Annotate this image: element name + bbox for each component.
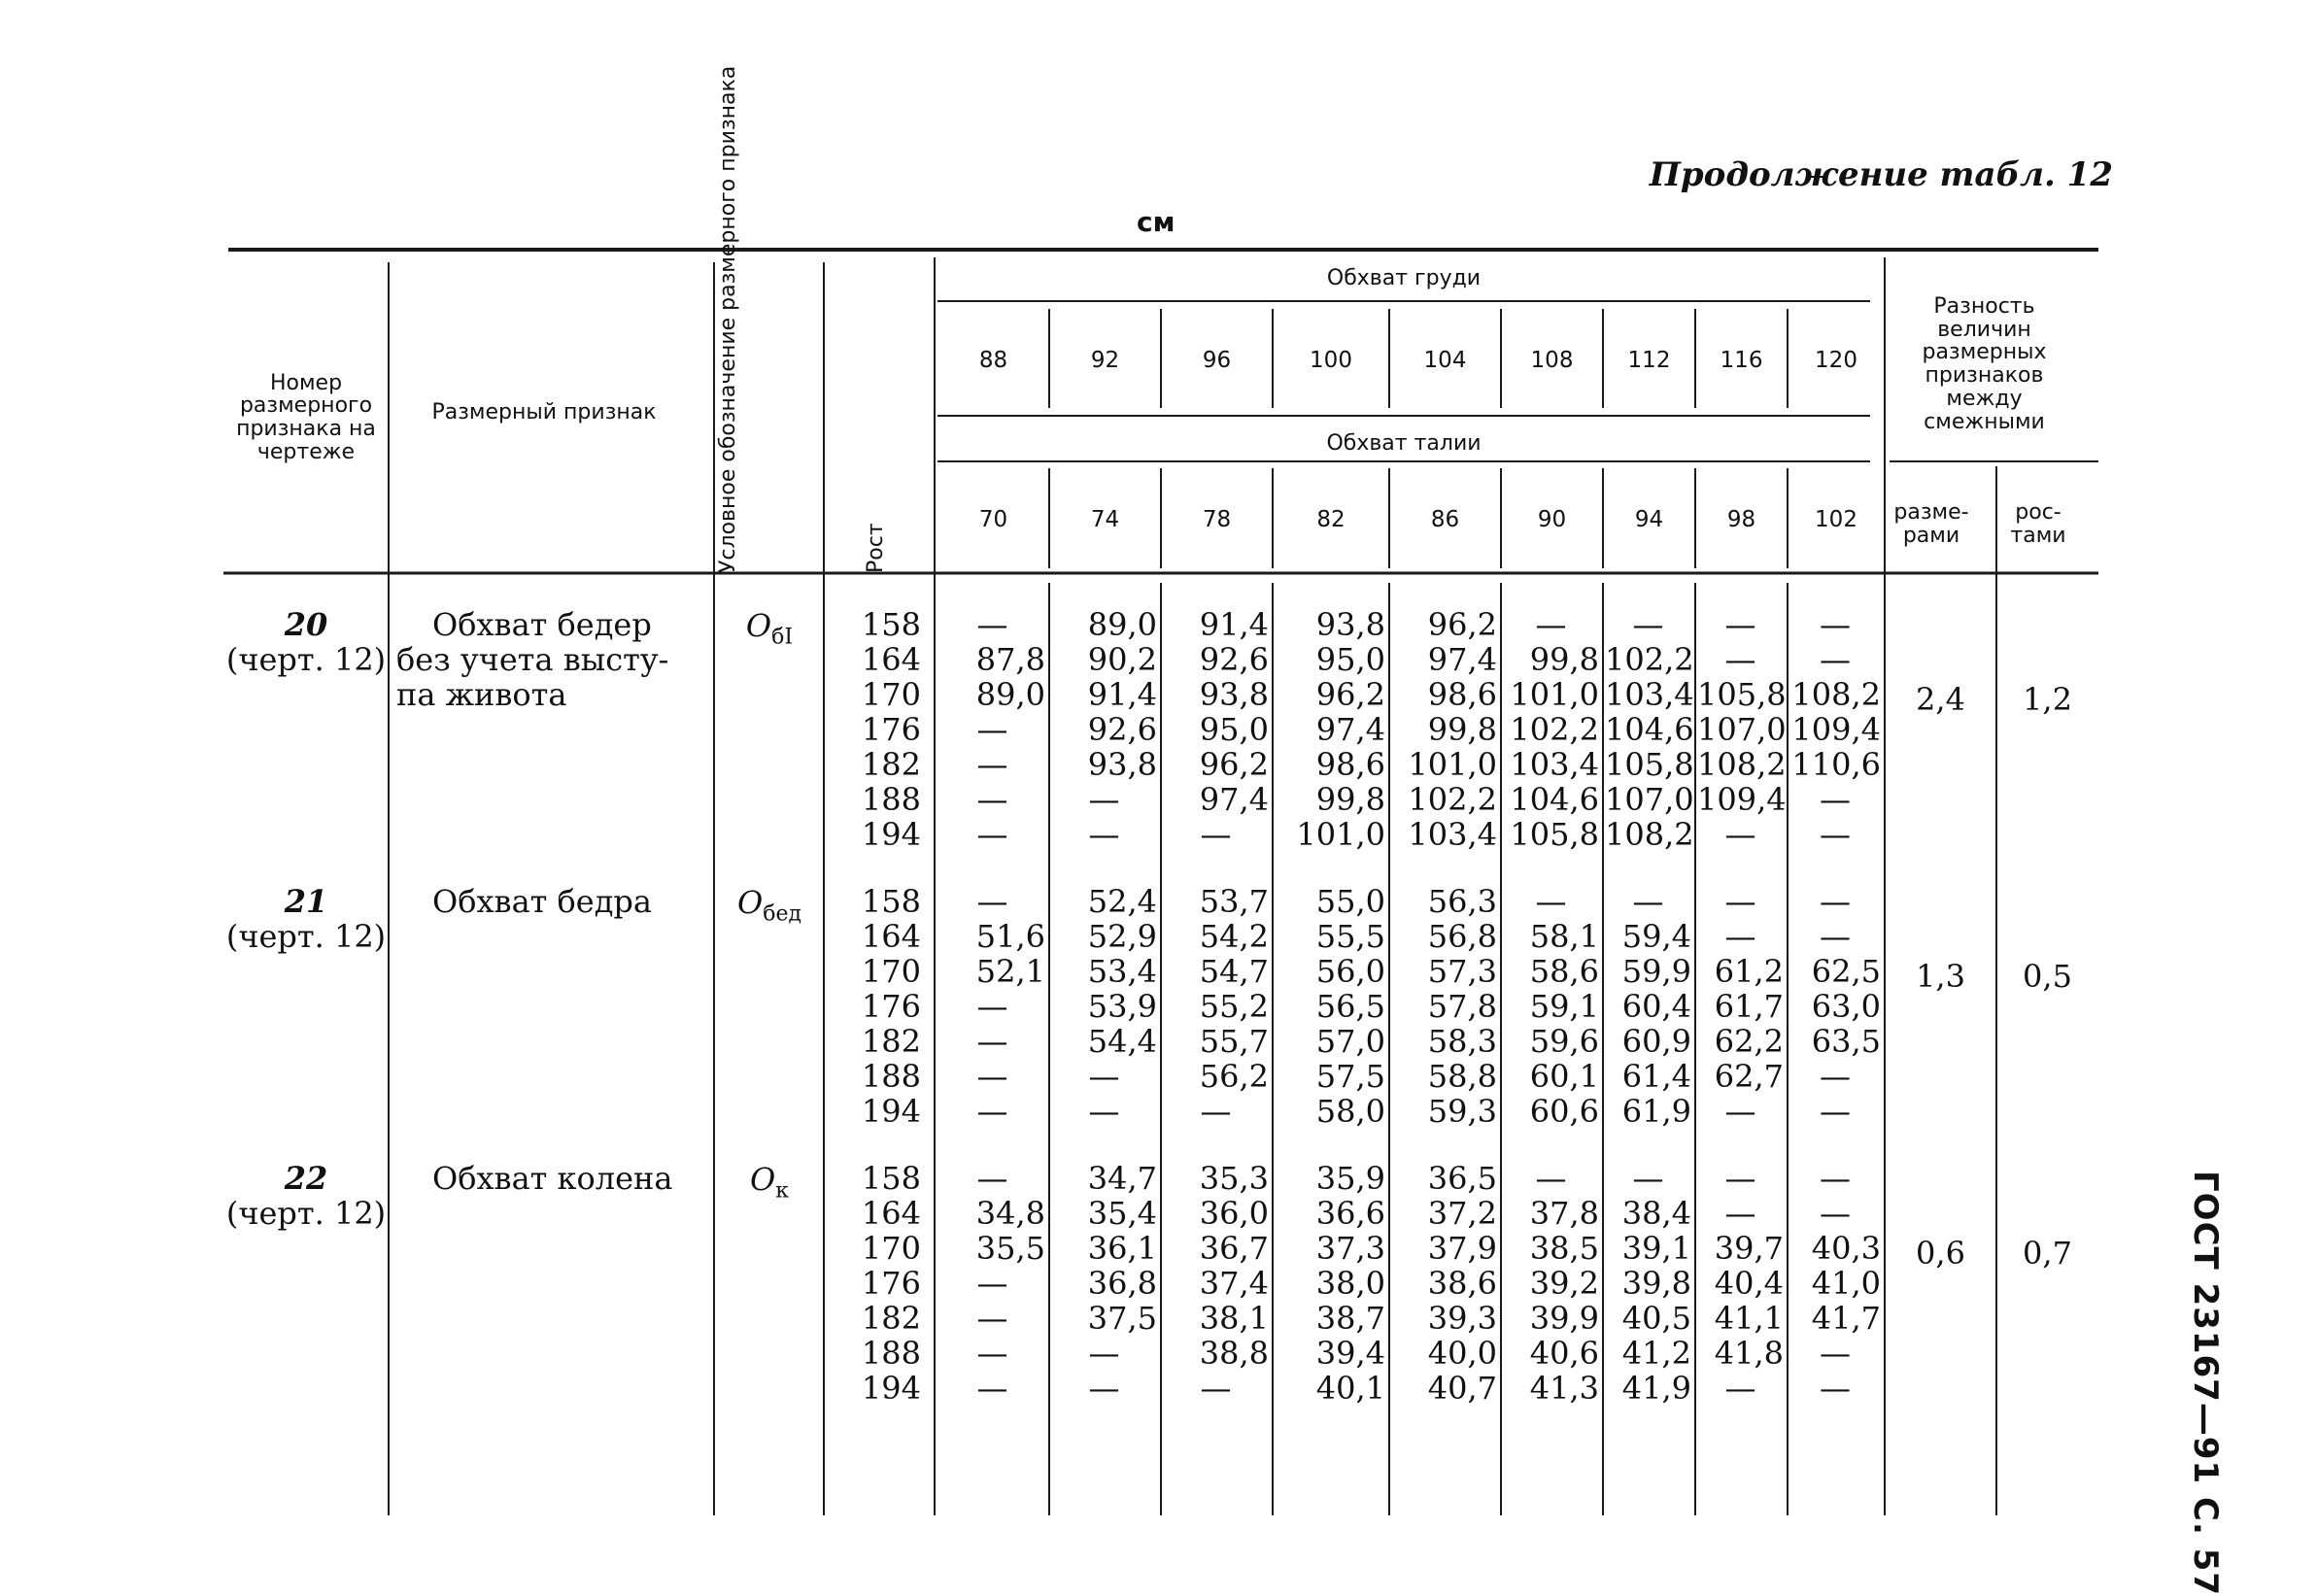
- measure-value: 53,4: [1087, 953, 1157, 990]
- height-value: 188: [861, 1335, 921, 1372]
- measure-value: —: [1632, 1160, 1664, 1197]
- measure-value: 63,0: [1811, 988, 1881, 1025]
- chest-size-7: 116: [1720, 348, 1763, 373]
- measure-value: 107,0: [1605, 781, 1694, 818]
- measure-value: 62,5: [1811, 953, 1881, 990]
- sign-name-line: Обхват бедра: [432, 883, 652, 920]
- measure-value: —: [1535, 1160, 1567, 1197]
- measure-value: —: [976, 746, 1008, 783]
- measure-value: 63,5: [1811, 1023, 1881, 1060]
- height-value: 182: [861, 1300, 921, 1337]
- measure-value: 54,7: [1199, 953, 1269, 990]
- measure-value: —: [1724, 1160, 1756, 1197]
- measure-value: 108,2: [1605, 816, 1694, 853]
- measure-value: 96,2: [1427, 606, 1497, 643]
- measure-value: 39,4: [1315, 1335, 1385, 1372]
- measure-value: 40,0: [1427, 1335, 1497, 1372]
- measure-value: 102,2: [1510, 711, 1599, 748]
- row-number-value: 20: [284, 606, 328, 643]
- symbol-subscript: бI: [771, 625, 794, 650]
- measure-value: 101,0: [1296, 816, 1385, 853]
- measure-value: 96,2: [1199, 746, 1269, 783]
- measure-value: 108,2: [1791, 676, 1881, 713]
- measure-value: 41,0: [1811, 1265, 1881, 1302]
- gost-stamp: ГОСТ 23167—91 С. 57: [2186, 1171, 2225, 1596]
- header-symbol: Условное обозначение размерного признака: [716, 65, 740, 573]
- drawing-reference: (черт. 12): [225, 918, 387, 955]
- measure-value: —: [976, 711, 1008, 748]
- measure-value: 35,9: [1315, 1160, 1385, 1197]
- measure-value: 39,2: [1529, 1265, 1599, 1302]
- height-value: 182: [861, 746, 921, 783]
- measure-value: 60,6: [1529, 1093, 1599, 1130]
- measure-value: 105,8: [1605, 746, 1694, 783]
- measure-value: 36,5: [1427, 1160, 1497, 1197]
- measure-value: 38,7: [1315, 1300, 1385, 1337]
- measure-value: 57,3: [1427, 953, 1497, 990]
- measure-value: 60,9: [1621, 1023, 1691, 1060]
- sign-name-line: Обхват бедер: [432, 606, 652, 643]
- symbol-subscript: бед: [763, 901, 802, 927]
- measure-value: 107,0: [1697, 711, 1787, 748]
- measure-value: 61,4: [1621, 1058, 1691, 1095]
- measure-value: 52,9: [1087, 918, 1157, 955]
- measure-value: 59,4: [1621, 918, 1691, 955]
- measure-value: 89,0: [1087, 606, 1157, 643]
- sign-name-line: Обхват колена: [432, 1160, 673, 1197]
- diff-heights-value: 0,7: [2023, 1235, 2072, 1272]
- measure-value: 37,2: [1427, 1195, 1497, 1232]
- waist-size-8: 102: [1815, 507, 1857, 532]
- measure-value: 37,4: [1199, 1265, 1269, 1302]
- measure-value: 40,6: [1529, 1335, 1599, 1372]
- measure-value: 34,7: [1087, 1160, 1157, 1197]
- header-height: Рост: [864, 523, 888, 573]
- measure-value: 60,1: [1529, 1058, 1599, 1095]
- height-value: 176: [861, 711, 921, 748]
- measure-value: 93,8: [1199, 676, 1269, 713]
- measure-value: 98,6: [1315, 746, 1385, 783]
- measure-value: —: [976, 1093, 1008, 1130]
- waist-size-6: 94: [1634, 507, 1664, 532]
- measure-value: 108,2: [1697, 746, 1787, 783]
- waist-size-0: 70: [978, 507, 1008, 532]
- sign-symbol: [717, 1161, 822, 1203]
- height-value: 158: [861, 883, 921, 920]
- measure-value: —: [1088, 816, 1120, 853]
- measure-value: 38,5: [1529, 1230, 1599, 1267]
- waist-size-1: 74: [1090, 507, 1120, 532]
- measure-value: —: [1088, 1093, 1120, 1130]
- chest-size-6: 112: [1627, 348, 1671, 373]
- measure-value: —: [1632, 883, 1664, 920]
- measure-value: —: [976, 781, 1008, 818]
- measure-value: 103,4: [1510, 746, 1599, 783]
- measure-value: 102,2: [1605, 641, 1694, 678]
- measure-value: —: [1820, 641, 1851, 678]
- measure-value: —: [1535, 883, 1567, 920]
- measure-value: 99,8: [1315, 781, 1385, 818]
- chest-size-3: 100: [1310, 348, 1352, 373]
- measure-value: 52,1: [975, 953, 1045, 990]
- measure-value: 109,4: [1791, 711, 1881, 748]
- measure-value: —: [1535, 606, 1567, 643]
- measure-value: —: [1820, 883, 1851, 920]
- measure-value: 60,4: [1621, 988, 1691, 1025]
- measure-value: —: [1724, 1195, 1756, 1232]
- diff-sizes-value: 1,3: [1916, 958, 1965, 995]
- measure-value: 92,6: [1087, 711, 1157, 748]
- measure-value: —: [976, 1370, 1008, 1407]
- measure-value: 110,6: [1791, 746, 1881, 783]
- measure-value: —: [1820, 1335, 1851, 1372]
- measure-value: —: [976, 1160, 1008, 1197]
- row-number-value: 21: [284, 883, 328, 920]
- diff-heights-value: 1,2: [2023, 681, 2072, 718]
- measure-value: 37,9: [1427, 1230, 1497, 1267]
- height-value: 176: [861, 988, 921, 1025]
- sign-symbol: [717, 884, 822, 926]
- height-value: 164: [861, 641, 921, 678]
- measure-value: 59,6: [1529, 1023, 1599, 1060]
- waist-size-3: 82: [1316, 507, 1346, 532]
- measure-value: 54,2: [1199, 918, 1269, 955]
- measure-value: —: [976, 1265, 1008, 1302]
- measure-value: 58,0: [1315, 1093, 1385, 1130]
- waist-size-4: 86: [1430, 507, 1460, 532]
- height-value: 164: [861, 918, 921, 955]
- measure-value: —: [1088, 1058, 1120, 1095]
- measure-value: 37,5: [1087, 1300, 1157, 1337]
- measure-value: —: [976, 988, 1008, 1025]
- header-chest-title: Обхват груди: [1326, 266, 1482, 291]
- height-value: 194: [861, 1370, 921, 1407]
- measure-value: 39,9: [1529, 1300, 1599, 1337]
- measure-value: 57,5: [1315, 1058, 1385, 1095]
- row-number: [223, 884, 389, 954]
- measure-value: —: [976, 1300, 1008, 1337]
- header-diff-heights: рос-тами: [2010, 500, 2066, 548]
- chest-size-4: 104: [1423, 348, 1467, 373]
- measure-value: —: [976, 606, 1008, 643]
- measure-value: 36,8: [1087, 1265, 1157, 1302]
- header-diff-sizes: разме-рами: [1893, 500, 1969, 548]
- waist-size-7: 98: [1726, 507, 1756, 532]
- measure-value: 61,2: [1714, 953, 1784, 990]
- measure-value: 56,5: [1315, 988, 1385, 1025]
- height-value: 176: [861, 1265, 921, 1302]
- measure-value: —: [976, 816, 1008, 853]
- measure-value: 105,8: [1697, 676, 1787, 713]
- measure-value: 53,9: [1087, 988, 1157, 1025]
- measure-value: —: [1820, 1093, 1851, 1130]
- measure-value: 61,7: [1714, 988, 1784, 1025]
- measure-value: —: [1724, 883, 1756, 920]
- measure-value: —: [1724, 816, 1756, 853]
- measure-value: 40,3: [1811, 1230, 1881, 1267]
- measure-value: 35,3: [1199, 1160, 1269, 1197]
- measure-value: 104,6: [1605, 711, 1694, 748]
- drawing-reference: (черт. 12): [225, 1195, 387, 1232]
- waist-size-5: 90: [1537, 507, 1567, 532]
- measure-value: 59,9: [1621, 953, 1691, 990]
- measure-value: 39,8: [1621, 1265, 1691, 1302]
- measure-value: 41,7: [1811, 1300, 1881, 1337]
- sign-symbol: [717, 607, 822, 649]
- measure-value: 36,7: [1199, 1230, 1269, 1267]
- measure-value: —: [1820, 781, 1851, 818]
- measure-value: 36,1: [1087, 1230, 1157, 1267]
- measure-value: 95,0: [1199, 711, 1269, 748]
- measure-value: —: [1820, 918, 1851, 955]
- measure-value: 40,7: [1427, 1370, 1497, 1407]
- diff-heights-value: 0,5: [2023, 958, 2072, 995]
- measure-value: 39,3: [1427, 1300, 1497, 1337]
- measure-value: 93,8: [1087, 746, 1157, 783]
- measure-value: —: [976, 1058, 1008, 1095]
- measure-value: —: [1200, 816, 1232, 853]
- header-difference: Разность величин размерных признаков между смежными: [1922, 293, 2047, 434]
- measure-value: 91,4: [1199, 606, 1269, 643]
- measure-value: 92,6: [1199, 641, 1269, 678]
- measure-value: —: [1724, 1370, 1756, 1407]
- measure-value: 62,2: [1714, 1023, 1784, 1060]
- height-value: 158: [861, 606, 921, 643]
- measure-value: 57,0: [1315, 1023, 1385, 1060]
- measure-value: —: [1820, 1195, 1851, 1232]
- chest-size-8: 120: [1815, 348, 1857, 373]
- measure-value: 56,3: [1427, 883, 1497, 920]
- measure-value: 97,4: [1199, 781, 1269, 818]
- height-value: 194: [861, 1093, 921, 1130]
- row-number-value: 22: [284, 1160, 328, 1197]
- height-value: 170: [861, 1230, 921, 1267]
- measure-value: —: [1632, 606, 1664, 643]
- chest-size-0: 88: [978, 348, 1008, 373]
- measure-value: 56,2: [1199, 1058, 1269, 1095]
- sign-name-line: па живота: [396, 676, 567, 713]
- measure-value: —: [1724, 641, 1756, 678]
- measure-value: 91,4: [1087, 676, 1157, 713]
- measure-value: —: [1820, 606, 1851, 643]
- height-value: 188: [861, 781, 921, 818]
- header-number: Номер размерного признака на чертеже: [236, 370, 376, 464]
- row-number: [223, 1161, 389, 1231]
- continuation-title: Продолжение табл. 12: [1649, 155, 2113, 194]
- measure-value: 56,8: [1427, 918, 1497, 955]
- height-value: 170: [861, 953, 921, 990]
- measure-value: 109,4: [1697, 781, 1787, 818]
- measure-value: 56,0: [1315, 953, 1385, 990]
- drawing-reference: (черт. 12): [225, 641, 387, 678]
- measure-value: 59,3: [1427, 1093, 1497, 1130]
- measure-value: 54,4: [1087, 1023, 1157, 1060]
- measure-value: 97,4: [1315, 711, 1385, 748]
- diff-sizes-value: 2,4: [1916, 681, 1965, 718]
- measure-value: 93,8: [1315, 606, 1385, 643]
- measure-value: 37,8: [1529, 1195, 1599, 1232]
- measure-value: 39,1: [1621, 1230, 1691, 1267]
- measure-value: 35,4: [1087, 1195, 1157, 1232]
- measure-value: 52,4: [1087, 883, 1157, 920]
- measure-value: 62,7: [1714, 1058, 1784, 1095]
- measure-value: 104,6: [1510, 781, 1599, 818]
- measure-value: 41,3: [1529, 1370, 1599, 1407]
- measure-value: 53,7: [1199, 883, 1269, 920]
- chest-size-1: 92: [1090, 348, 1120, 373]
- measure-value: 39,7: [1714, 1230, 1784, 1267]
- measure-value: 105,8: [1510, 816, 1599, 853]
- measure-value: 38,6: [1427, 1265, 1497, 1302]
- header-waist-title: Обхват талии: [1326, 431, 1482, 457]
- height-value: 182: [861, 1023, 921, 1060]
- measure-value: 51,6: [975, 918, 1045, 955]
- measure-value: 61,9: [1621, 1093, 1691, 1130]
- measure-value: 57,8: [1427, 988, 1497, 1025]
- measure-value: —: [976, 883, 1008, 920]
- measure-value: 55,2: [1199, 988, 1269, 1025]
- measure-value: 101,0: [1510, 676, 1599, 713]
- measure-value: 38,4: [1621, 1195, 1691, 1232]
- symbol-main: О: [745, 607, 772, 644]
- measure-value: —: [1724, 606, 1756, 643]
- measure-value: 35,5: [975, 1230, 1045, 1267]
- measure-value: 41,8: [1714, 1335, 1784, 1372]
- measure-value: 38,8: [1199, 1335, 1269, 1372]
- measure-value: 38,1: [1199, 1300, 1269, 1337]
- measure-value: —: [1200, 1370, 1232, 1407]
- row-number: [223, 607, 389, 677]
- measure-value: 87,8: [975, 641, 1045, 678]
- units-label: см: [1137, 206, 1176, 238]
- height-value: 194: [861, 816, 921, 853]
- sign-name-line: без учета высту-: [396, 641, 669, 678]
- header-name: Размерный признак: [431, 400, 657, 425]
- measure-value: 59,1: [1529, 988, 1599, 1025]
- measure-value: 41,9: [1621, 1370, 1691, 1407]
- measure-value: 58,6: [1529, 953, 1599, 990]
- measure-value: 55,7: [1199, 1023, 1269, 1060]
- measure-value: 41,1: [1714, 1300, 1784, 1337]
- height-value: 164: [861, 1195, 921, 1232]
- measure-value: 40,4: [1714, 1265, 1784, 1302]
- measure-value: —: [976, 1023, 1008, 1060]
- height-value: 188: [861, 1058, 921, 1095]
- measure-value: 103,4: [1408, 816, 1497, 853]
- measure-value: —: [1200, 1093, 1232, 1130]
- measure-value: 41,2: [1621, 1335, 1691, 1372]
- measure-value: —: [1820, 1370, 1851, 1407]
- measure-value: 36,6: [1315, 1195, 1385, 1232]
- measure-value: —: [1724, 1093, 1756, 1130]
- measure-value: 101,0: [1408, 746, 1497, 783]
- measure-value: 55,0: [1315, 883, 1385, 920]
- chest-size-2: 96: [1202, 348, 1232, 373]
- measure-value: —: [1088, 1335, 1120, 1372]
- measure-value: 99,8: [1427, 711, 1497, 748]
- measure-value: —: [976, 1335, 1008, 1372]
- measure-value: 40,1: [1315, 1370, 1385, 1407]
- symbol-subscript: к: [775, 1178, 789, 1204]
- measure-value: 89,0: [975, 676, 1045, 713]
- height-value: 170: [861, 676, 921, 713]
- measure-value: 38,0: [1315, 1265, 1385, 1302]
- measure-value: 95,0: [1315, 641, 1385, 678]
- measure-value: 103,4: [1605, 676, 1694, 713]
- measure-value: 36,0: [1199, 1195, 1269, 1232]
- diff-sizes-value: 0,6: [1916, 1235, 1965, 1272]
- measure-value: —: [1088, 1370, 1120, 1407]
- chest-size-5: 108: [1530, 348, 1574, 373]
- symbol-main: О: [750, 1161, 776, 1198]
- measure-value: 34,8: [975, 1195, 1045, 1232]
- measure-value: 97,4: [1427, 641, 1497, 678]
- measure-value: 99,8: [1529, 641, 1599, 678]
- measure-value: —: [1820, 1160, 1851, 1197]
- measure-value: —: [1820, 816, 1851, 853]
- measure-value: —: [1088, 781, 1120, 818]
- measure-value: 102,2: [1408, 781, 1497, 818]
- measure-value: 37,3: [1315, 1230, 1385, 1267]
- measure-value: 96,2: [1315, 676, 1385, 713]
- waist-size-2: 78: [1202, 507, 1232, 532]
- measure-value: 55,5: [1315, 918, 1385, 955]
- measure-value: 58,1: [1529, 918, 1599, 955]
- measure-value: 40,5: [1621, 1300, 1691, 1337]
- measure-value: —: [1820, 1058, 1851, 1095]
- height-value: 158: [861, 1160, 921, 1197]
- measure-value: 58,8: [1427, 1058, 1497, 1095]
- measure-value: 58,3: [1427, 1023, 1497, 1060]
- measure-value: 98,6: [1427, 676, 1497, 713]
- symbol-main: О: [736, 884, 764, 921]
- measure-value: —: [1724, 918, 1756, 955]
- measure-value: 90,2: [1087, 641, 1157, 678]
